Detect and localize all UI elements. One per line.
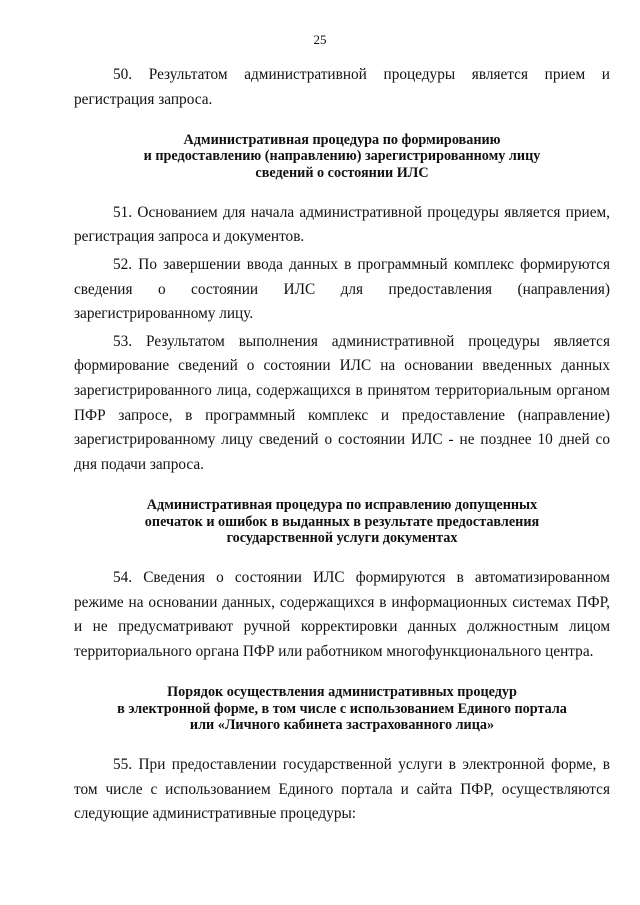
heading-line: Административная процедура по формированию [183,132,501,149]
paragraph-54: 54. Сведения о состоянии ИЛС формируются в автоматизированном режиме на основании данных, содержащихся в информационных системах ПФР, и не предусматривают ручной корректировки данных должностным лицом территориального органа ПФР или работником многофункционального центра. [74,568,610,660]
heading-line: или «Личного кабинета застрахованного лица» [189,716,495,733]
section-heading-electronic-procedures [74,684,610,733]
heading-line: сведений о состоянии ИЛС [255,164,429,181]
paragraph-52: 52. По завершении ввода данных в программный комплекс формируются сведения о состоянии ИЛС для предоставления (направления) зарегистрированному лицу. [74,255,610,323]
heading-line: и предоставлению (направлению) зарегистрированному лицу [143,148,541,165]
document-body [74,63,610,830]
heading-line: Административная процедура по исправлению допущенных [146,497,538,514]
paragraph-51: 51. Основанием для начала административной процедуры является прием, регистрация запроса и документов. [74,203,610,246]
heading-line: в электронной форме, в том числе с использованием Единого портала [117,700,567,717]
heading-line: государственной услуги документах [226,529,458,546]
section-heading-error-correction [74,497,610,546]
paragraph-55: 55. При предоставлении государственной услуги в электронной форме, в том числе с использованием Единого портала и сайта ПФР, осуществляются следующие административные процедуры: [74,755,610,823]
heading-line: Порядок осуществления административных процедур [167,684,517,701]
section-heading-ils-info [74,132,610,181]
paragraph-53: 53. Результатом выполнения административной процедуры является формирование сведений о состоянии ИЛС на основании введенных данных зарегистрированного лица, содержащихся в принятом территориальным органом ПФР запросе, в программный комплекс и предоставление (направление) зарегистрированному лицу сведений о состоянии ИЛС - не позднее 10 дней со дня подачи запроса. [74,332,610,473]
paragraph-50: 50. Результатом административной процедуры является прием и регистрация запроса. [74,66,610,108]
heading-line: опечаток и ошибок в выданных в результате предоставления [144,513,540,530]
page-number: 25 [313,32,327,47]
